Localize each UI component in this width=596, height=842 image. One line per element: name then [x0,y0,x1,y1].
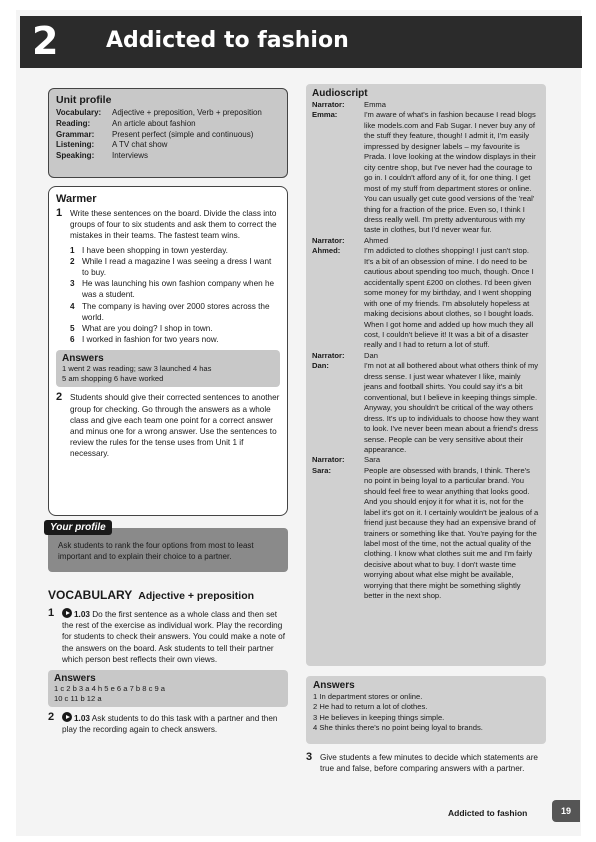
warmer-sentence [70,278,280,300]
speech: Emma [364,100,386,109]
step-number: 2 [56,391,63,404]
warmer-title: Warmer [56,193,97,205]
warmer-box [48,186,288,516]
track-number: 1.03 [74,714,90,724]
profile-row [56,140,280,151]
warmer-answers-box [56,350,280,387]
answers-line: 1 c 2 b 3 a 4 h 5 e 6 a 7 b 8 c 9 a [54,684,166,694]
sentence-text: He was launching his own fashion company when he was a student. [82,279,275,300]
unit-profile-box [48,88,288,178]
sentence-text: I worked in fashion for two years now. [82,335,219,345]
step-number: 1 [56,207,63,219]
profile-key: Reading: [56,118,91,128]
audioscript-row [312,246,540,351]
profile-value: Present perfect (simple and continuous) [112,129,254,139]
warmer-step-1 [56,208,280,242]
sentence-number: 6 [70,335,75,345]
track-number: 1.03 [74,610,90,619]
speaker: Narrator: [312,100,345,109]
step-number: 2 [48,711,55,724]
profile-value: An article about fashion [112,118,196,128]
unit-title: Addicted to fashion [106,28,349,53]
profile-key: Vocabulary: [56,108,102,117]
answers-line: 4 She thinks there's no point being loyal to brands. [313,723,483,733]
sentence-number: 3 [70,279,75,289]
vocabulary-section [48,588,288,735]
sentence-text: The company is having over 2000 stores across the world. [82,301,270,322]
your-profile-text: Ask students to rank the four options from most to least important and to explain their choice to a partner. [58,541,254,561]
vocabulary-title: VOCABULARY [48,588,133,602]
audioscript-row [312,361,540,455]
profile-key: Listening: [56,140,95,150]
warmer-sentence [70,323,280,334]
profile-row [56,108,280,119]
audioscript-box [306,84,546,666]
sentence-text: While I read a magazine I was seeing a dress I want to buy. [82,256,272,278]
step-3-row [306,752,546,774]
warmer-sentence [70,334,280,345]
unit-profile-title: Unit profile [56,94,112,106]
audioscript-row [312,110,540,235]
step-3 [306,752,546,774]
speech: I'm addicted to clothes shopping! I just can't stop. It's a bit of an obsession of mine. I do need to be cautious about spending too much, though. Once I accidentally spent £200 on clothes. I'd been given some money for my birthday, and I went shopping with one of my friends. I'm absolutely hopeless at making decisions about clothes, so I bought loads. When I got home and added up how much they all cost, I couldn't believe it! It was a bit of a disaster really and I had to return a lot of stuff. [364,246,534,350]
answers-title: Answers [62,353,104,365]
audioscript-title: Audioscript [312,88,368,99]
audioscript-row [312,236,540,246]
audioscript-row [312,455,540,465]
answers-line: 5 am shopping 6 have worked [62,374,164,384]
speaker: Narrator: [312,350,345,360]
speaker: Dan: [312,361,329,371]
answers-title: Answers [54,673,96,685]
vocabulary-heading [48,588,288,602]
vocabulary-item-2 [48,712,288,735]
speaker: Narrator: [312,455,345,465]
step-text: Students should give their corrected sentences to another group for checking. Go through the answers as a whole class and give each team one point for a correct answer and minus one for a wrong answer. Use the sentences to review the rules for the tense uses from Unit 1 if necessary. [70,393,280,459]
answers-line: 10 c 11 b 12 a [54,694,102,704]
step-number: 3 [306,751,313,763]
profile-row [56,151,280,162]
step-number: 1 [48,607,55,619]
speaker: Ahmed: [312,246,341,256]
speech: I'm aware of what's in fashion because I read blogs like models.com and Fab Sugar. I never buy any of the stuff they feature, though! I admit it, I'm easily impressed by designer labels – my favourite is Prada. I love looking at the window displays in their city centre shop, but I've never had the courage to go in. I couldn't afford any of it, for one thing. I get most of my stuff from department stores or online. You can usually get cute good versions of the 'real' thing for a fraction of the price. Even so, I think I dress really well. I'm pretty adventurous with my taste in clothes, but I'd never wear fur. [364,110,536,235]
unit-header [20,16,582,68]
profile-value: A TV chat show [112,140,168,150]
sentence-text: What are you doing? I shop in town. [82,324,213,334]
profile-row [56,130,280,141]
your-profile-box [48,522,288,572]
answers-line: 1 went 2 was reading; saw 3 launched 4 has [62,364,212,374]
audioscript-row [312,100,540,110]
profile-key: Grammar: [56,129,95,139]
audioscript-row [312,466,540,602]
sentence-text: I have been shopping in town yesterday. [82,245,228,255]
sentence-number: 1 [70,245,75,255]
answers-line: 1 In department stores or online. [313,692,423,701]
step-text: Ask students to do this task with a partner and then play the recording again to check answers. [62,714,278,735]
listening-answers-box [306,676,546,744]
answers-line: 2 He had to return a lot of clothes. [313,702,428,712]
step-text: Do the first sentence as a whole class and then set the rest of the exercise as individual work. Play the recording for students to check their answers. You could make a note of the answers on the board. Ask students to tell their partner which person best reflects their own views. [62,610,286,664]
speaker: Emma: [312,110,338,120]
speaker: Narrator: [312,235,345,245]
audio-play-icon[interactable] [62,608,72,618]
profile-value: Interviews [112,151,149,161]
sentence-number: 4 [70,301,75,311]
step-text: Write these sentences on the board. Divide the class into groups of four to six students and ask them to correct the mistakes in their teams. The fastest team wins. [70,209,277,241]
audioscript-row [312,351,540,361]
vocabulary-item-1 [48,608,288,665]
speech: I'm not at all bothered about what others think of my dress sense. I just wear whatever I like, mainly jeans and football shirts. You could say it's a bit conventional, but I believe in keeping things simple. Anyway, you shouldn't be critical of the way others dress. It's up to individuals to choose how they want to look. I've never been mean about a friend's dress sense. People can be very sensitive about their appearance. [364,361,539,454]
your-profile-label: Your profile [44,520,112,535]
vocabulary-answers-box [48,670,288,707]
sentence-number: 2 [70,256,75,266]
speech: People are obsessed with brands, I think. There's no point in being loyal to a particular brand. You should feel free to wear anything that looks good. And you should enjoy it for what it is, not for the label it's got on it. I certainly wouldn't be jealous of a friend just because they had an expensive brand of trainers or something like that. You're paying for the label most of the time, not the actual quality of the clothing. I know what clothes suit me and I'm fairly decisive about what to buy. I don't waste time worrying about what else might be available, worrying that there might be something slightly better in the next shop. [364,465,539,601]
sentence-number: 5 [70,324,75,334]
warmer-sentence [70,245,280,256]
answers-title: Answers [313,680,355,691]
unit-number: 2 [32,19,59,63]
vocabulary-subtitle: Adjective + preposition [138,590,255,602]
speech: Dan [364,350,378,360]
warmer-sentence [70,301,280,323]
speech: Ahmed [364,235,389,245]
profile-value: Adjective + preposition, Verb + preposition [112,108,262,117]
audio-play-icon[interactable] [62,712,72,722]
warmer-sentence [70,256,280,278]
running-title: Addicted to fashion [448,808,528,818]
page-number: 19 [552,800,580,822]
warmer-step-2 [56,392,280,459]
step-text: Give students a few minutes to decide which statements are true and false, before comparing answers with a partner. [320,753,538,774]
speaker: Sara: [312,465,331,475]
profile-key: Speaking: [56,151,95,161]
answers-line: 3 He believes in keeping things simple. [313,712,445,722]
speech: Sara [364,455,381,465]
profile-row [56,119,280,130]
